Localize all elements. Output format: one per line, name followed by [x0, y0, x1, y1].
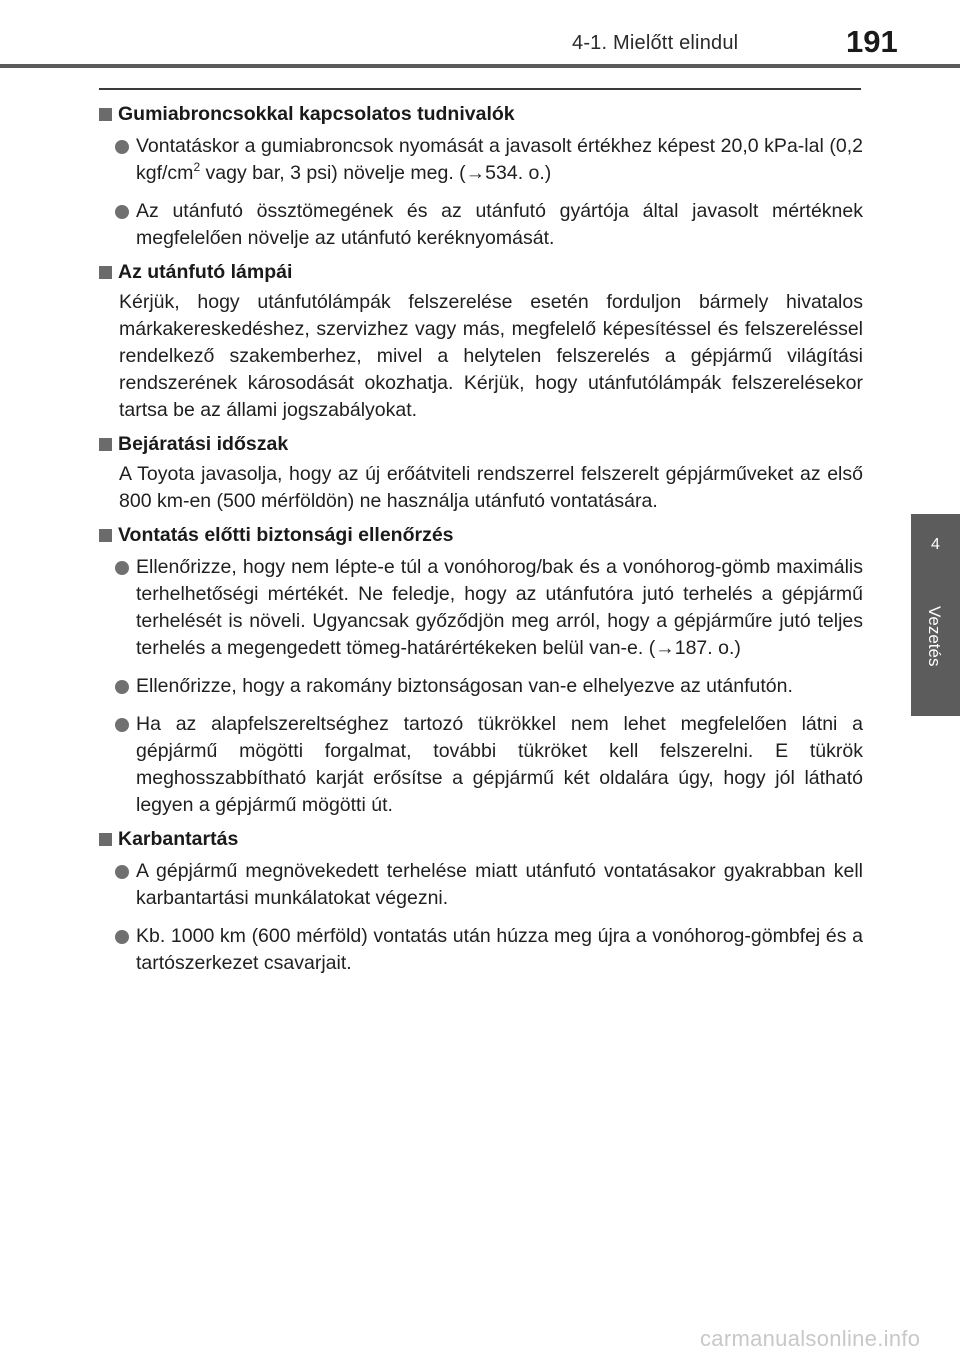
list-item [99, 673, 863, 700]
chapter-label: Vezetés [925, 606, 944, 667]
page-content [99, 94, 863, 977]
list-item [99, 711, 863, 819]
content-top-rule [99, 88, 861, 90]
square-bullet-icon [99, 833, 112, 846]
section-title-text: Az utánfutó lámpái [118, 261, 293, 283]
paragraph: Kérjük, hogy utánfutólámpák felszerelése esetén forduljon bármely hivatalos márkakereskedéshez, szervizhez vagy más, megfelelő képesítéssel és felszereléssel rendelkező szakemberhez, mivel a helytelen felszerelés a gépjármű világítási rendszerének károsodását okozhatja. Kérjük, hogy utánfutólámpák felszerelésekor tartsa be az állami jogszabályokat. [119, 291, 863, 421]
page-number: 191 [846, 24, 898, 59]
list-item-text: Ellenőrizze, hogy nem lépte-e túl a vonóhorog/bak és a vonóhorog-gömb maximális terhelhetőségi mértékét. Ne feledje, hogy az utánfutóra jutó terhelés a gépjármű terhelését is növeli. Ugyancsak győződjön meg arról, hogy a gépjárműre jutó teljes terhelés a megengedett tömeg-határértékeken belül van-e. (→187. o.) [136, 556, 863, 659]
square-bullet-icon [99, 529, 112, 542]
circle-bullet-icon [115, 718, 129, 732]
watermark: carmanualsonline.info [700, 1326, 921, 1351]
section-title-text: Karbantartás [118, 828, 239, 850]
section-title [99, 258, 863, 287]
section-title-text: Gumiabroncsokkal kapcsolatos tudnivalók [118, 103, 515, 125]
section-safety-check [99, 521, 863, 819]
square-bullet-icon [99, 438, 112, 451]
section-title [99, 825, 863, 854]
page-header [0, 0, 960, 70]
list-item [99, 923, 863, 977]
square-bullet-icon [99, 108, 112, 121]
section-title [99, 430, 863, 459]
list-item [99, 858, 863, 912]
circle-bullet-icon [115, 930, 129, 944]
superscript: 2 [193, 159, 201, 174]
section-title-text: Bejáratási időszak [118, 433, 289, 455]
list-item [99, 198, 863, 252]
circle-bullet-icon [115, 865, 129, 879]
list-item [99, 554, 863, 662]
chapter-tab[interactable] [911, 514, 960, 716]
paragraph: A Toyota javasolja, hogy az új erőátviteli rendszerrel felszerelt gépjárműveket az első 800 km-en (500 mérföldön) ne használja utánfutó vontatására. [119, 463, 863, 512]
section-title-text: Vontatás előtti biztonsági ellenőrzés [118, 524, 454, 546]
section-maintenance [99, 825, 863, 977]
section-heading: 4-1. Mielőtt elindul [572, 32, 739, 54]
square-bullet-icon [99, 266, 112, 279]
section-title [99, 521, 863, 550]
list-item-text: A gépjármű megnövekedett terhelése miatt utánfutó vontatásakor gyakrabban kell karbantartási munkálatokat végezni. [136, 860, 863, 909]
list-item-text: Az utánfutó össztömegének és az utánfutó gyártója által javasolt mértéknek megfelelően növelje az utánfutó keréknyomását. [136, 200, 863, 249]
section-tires [99, 100, 863, 252]
list-item-text: Kb. 1000 km (600 mérföld) vontatás után húzza meg újra a vonóhorog-gömbfej és a tartószerkezet csavarjait. [136, 925, 863, 974]
circle-bullet-icon [115, 561, 129, 575]
circle-bullet-icon [115, 205, 129, 219]
chapter-number: 4 [931, 536, 940, 553]
header-rule [0, 64, 960, 68]
circle-bullet-icon [115, 680, 129, 694]
list-item-text: Vontatáskor a gumiabroncsok nyomását a javasolt értékhez képest 20,0 kPa-lal (0,2 kgf/cm [136, 135, 863, 184]
list-item-text: Ellenőrizze, hogy a rakomány biztonságosan van-e elhelyezve az utánfutón. [136, 675, 793, 697]
list-item-text: Ha az alapfelszereltséghez tartozó tükrökkel nem lehet megfelelően látni a gépjármű mögötti forgalmat, további tükröket kell felszerelni. E tükrök meghosszabbítható karját erősítse a gépjármű két oldalára úgy, hogy jól látható legyen a gépjármű mögötti út. [136, 713, 863, 816]
section-title [99, 100, 863, 129]
list-item-text-cont: vagy bar, 3 psi) növelje meg. (→534. o.) [200, 162, 552, 184]
section-trailer-lights [99, 258, 863, 424]
list-item [99, 133, 863, 187]
circle-bullet-icon [115, 140, 129, 154]
section-break-in [99, 430, 863, 515]
